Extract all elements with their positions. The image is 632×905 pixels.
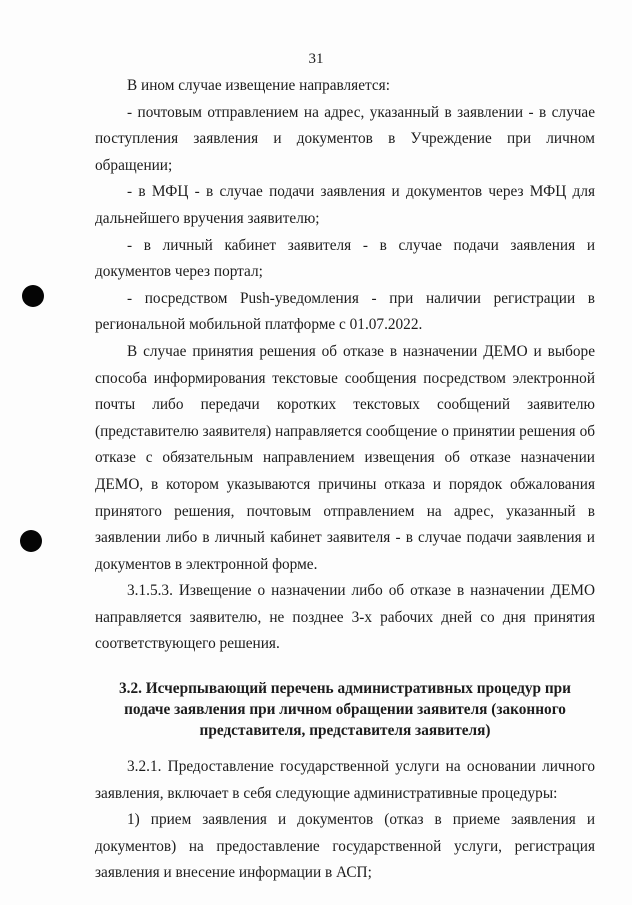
section-heading-3-2: 3.2. Исчерпывающий перечень административных процедур при подаче заявления при личном обращении заявителя (законного представителя, представителя заявителя) (119, 680, 571, 740)
paragraph-mfc: - в МФЦ - в случае подачи заявления и документов через МФЦ для дальнейшего вручения заявителю; (95, 183, 595, 227)
paragraph-procedure-1: 1) прием заявления и документов (отказ в приеме заявления и документов) на предоставление государственной услуги, регистрация заявления и внесение информации в АСП; (95, 811, 595, 882)
paragraph-3-1-5-3: 3.1.5.3. Извещение о назначении либо об отказе в назначении ДЕМО направляется заявителю, не позднее 3-х рабочих дней со дня принятия соответствующего решения. (95, 582, 595, 653)
paragraph-3-2-1: 3.2.1. Предоставление государственной услуги на основании личного заявления, включает в себя следующие административные процедуры: (95, 758, 595, 802)
page-number: 31 (308, 51, 324, 67)
paragraph-postal: - почтовым отправлением на адрес, указанный в заявлении - в случае поступления заявления и документов в Учреждение при личном обращении; (95, 103, 595, 174)
paragraph-cabinet: - в личный кабинет заявителя - в случае подачи заявления и документов через портал; (95, 236, 595, 281)
paragraph-push: - посредством Push-уведомления - при наличии регистрации в региональной мобильной платформе с 01.07.2022. (95, 289, 595, 334)
punch-hole-bottom (20, 530, 42, 552)
punch-hole-top (22, 285, 44, 307)
document-body (95, 73, 595, 887)
paragraph-intro: В ином случае извещение направляется: (127, 77, 390, 94)
paragraph-refusal: В случае принятия решения об отказе в назначении ДЕМО и выборе способа информирования текстовые сообщения посредством электронной почты либо передачи коротких текстовых сообщений заявителю (представителю заявителя) направляется сообщение о принятии решения об отказе с обязательным направлением извещения об отказе назначении ДЕМО, в котором указываются причины отказа и порядок обжалования принятого решения, почтовым отправлением на адрес, указанный в заявлении либо в личный кабинет заявителя - в случае подачи заявления и документов в электронной форме. (95, 342, 595, 573)
